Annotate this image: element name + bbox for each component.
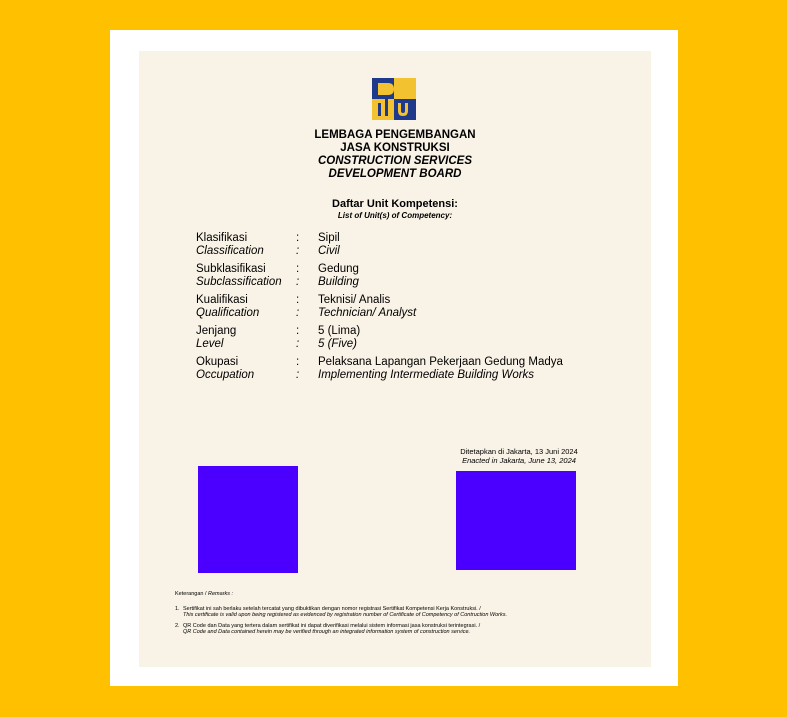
field-value-id: Sipil	[318, 232, 340, 244]
competency-list-subtitle: List of Unit(s) of Competency:	[337, 211, 453, 220]
field-colon: :	[296, 356, 300, 368]
remark-text-id: Sertifikat ini sah berlaku setelah tercatat yang dibuktikan dengan nomor registrasi Sertifikat Kompetensi Kerja Konstruksi. /	[183, 605, 481, 612]
enactment-id: Ditetapkan di Jakarta, 13 Juni 2024	[460, 447, 578, 456]
remark-text-en: QR Code and Data contained herein may be verified through an integrated information system of construction service.	[183, 629, 471, 635]
competency-fields	[196, 232, 636, 387]
remark-item	[175, 606, 615, 619]
field-colon: :	[296, 325, 300, 337]
remarks-header-en: Remarks :	[208, 591, 234, 597]
field-value-en: Building	[318, 276, 359, 288]
enactment-en: Enacted in Jakarta, June 13, 2024	[462, 456, 576, 465]
field-subclassification	[196, 263, 636, 289]
field-label-id: Jenjang	[196, 325, 237, 337]
field-colon: :	[296, 294, 300, 306]
competency-list-title: Daftar Unit Kompetensi:	[332, 198, 458, 210]
field-colon: :	[296, 369, 300, 381]
remark-text-en: This certificate is valid upon being registered as evidenced by registration number of Certificate of Competency of Contruction Works.	[183, 612, 508, 618]
field-label-en: Classification	[196, 245, 264, 257]
field-colon: :	[296, 232, 300, 244]
field-label-en: Level	[196, 338, 224, 350]
institution-name-id-line2: JASA KONSTRUKSI	[340, 142, 450, 154]
field-value-id: Gedung	[318, 263, 359, 275]
field-value-id: 5 (Lima)	[318, 325, 361, 337]
field-label-id: Klasifikasi	[196, 232, 248, 244]
field-label-en: Occupation	[196, 369, 255, 381]
remark-text-id: QR Code dan Data yang tertera dalam sertifikat ini dapat diverifikasi melalui sistem informasi jasa konstruksi terintegrasi. /	[183, 622, 481, 629]
field-colon: :	[296, 338, 300, 350]
field-label-en: Qualification	[196, 307, 260, 319]
institution-name-en-line1: CONSTRUCTION SERVICES	[318, 155, 472, 167]
institution-name-id-line1: LEMBAGA PENGEMBANGAN	[314, 129, 476, 141]
institution-name-en-line2: DEVELOPMENT BOARD	[328, 168, 462, 180]
field-colon: :	[296, 263, 300, 275]
field-value-id: Pelaksana Lapangan Pekerjaan Gedung Madya	[318, 356, 563, 368]
qr-code-left-icon	[198, 466, 298, 573]
field-label-id: Okupasi	[196, 356, 239, 368]
field-label-en: Subclassification	[196, 276, 282, 288]
field-value-en: Technician/ Analyst	[318, 307, 417, 319]
remark-number: 2.	[175, 622, 180, 629]
field-value-en: Civil	[318, 245, 340, 257]
field-level	[196, 325, 636, 351]
institution-name	[139, 129, 651, 181]
field-label-id: Subklasifikasi	[196, 263, 266, 275]
remarks-section	[175, 591, 615, 640]
field-classification	[196, 232, 636, 258]
field-qualification	[196, 294, 636, 320]
field-colon: :	[296, 276, 300, 288]
pu-logo-icon	[372, 78, 416, 120]
enactment-statement	[439, 447, 599, 465]
remarks-header-id: Keterangan /	[175, 591, 207, 597]
remark-item	[175, 623, 615, 636]
field-label-id: Kualifikasi	[196, 294, 248, 306]
remark-number: 1.	[175, 605, 180, 612]
qr-code-right-icon	[456, 471, 576, 570]
field-value-en: Implementing Intermediate Building Works	[318, 369, 535, 381]
field-value-id: Teknisi/ Analis	[318, 294, 391, 306]
field-value-en: 5 (Five)	[318, 338, 357, 350]
field-colon: :	[296, 307, 300, 319]
remarks-header	[175, 591, 615, 598]
field-colon: :	[296, 245, 300, 257]
certificate-page	[139, 51, 651, 667]
field-occupation	[196, 356, 636, 382]
